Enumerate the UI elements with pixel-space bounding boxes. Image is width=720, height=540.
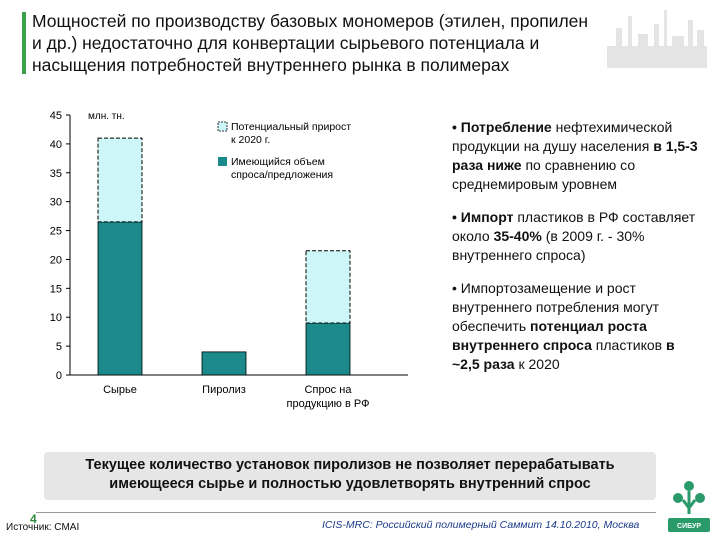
y-tick-label: 40: [49, 138, 62, 151]
logo-wordmark: СИБУР: [677, 523, 701, 530]
bar-existing: [202, 352, 246, 375]
sibur-logo-icon: [664, 478, 714, 536]
bullet-2-bold: 35-40%: [493, 228, 542, 244]
bullet-3-text-b: пластиков: [591, 337, 666, 353]
title-accent-bar: [22, 12, 26, 74]
y-tick-label: 0: [55, 370, 62, 382]
bullet-3-bold-end: в ~2,5 раза: [452, 337, 675, 372]
y-tick-label: 45: [49, 110, 62, 122]
bullet-1-text-a: нефтехимической продукции на душу населения: [452, 119, 673, 154]
conclusion-callout: [44, 452, 656, 500]
legend-label-growth: к 2020 г.: [231, 134, 271, 146]
y-tick-label: 35: [49, 167, 62, 180]
title-line-2: и др.) недостаточно для конвертации сырьевого потенциала и: [32, 33, 540, 53]
bullet-import: [452, 208, 702, 265]
title-line-1: Мощностей по производству базовых мономеров (этилен, пропилен: [32, 11, 589, 31]
y-tick-label: 25: [49, 225, 62, 238]
bullet-2-text-a: пластиков в РФ составляет около: [452, 209, 696, 244]
source-note: Источник: CMAI: [6, 522, 80, 533]
title-line-3: насыщения потребностей внутреннего рынка в полимерах: [32, 55, 510, 75]
bullet-1-intro: • Потребление: [452, 119, 552, 135]
bullet-3-text-c: к 2020: [514, 356, 560, 372]
legend-label-existing: спроса/предложения: [231, 169, 334, 181]
bullet-3-bold: потенциал роста внутреннего спроса: [452, 318, 647, 353]
x-category-label: Пиролиз: [202, 384, 246, 396]
y-tick-label: 30: [49, 196, 62, 209]
legend-label-growth: Потенциальный прирост: [231, 121, 352, 133]
x-category-label: Спрос на: [304, 384, 352, 396]
event-caption: ICIS-MRC: Российский полимерный Саммит 14.10.2010, Москва: [322, 519, 640, 531]
y-tick-label: 15: [49, 283, 62, 296]
x-category-label: Сырье: [103, 384, 137, 396]
page-number: 4: [30, 512, 37, 526]
bullet-2-intro: • Импорт: [452, 209, 514, 225]
bullet-1-bold: в 1,5-3 раза ниже: [452, 138, 698, 173]
page-title: [32, 10, 592, 76]
legend-swatch-existing: [218, 157, 227, 166]
bar-potential-growth: [98, 138, 142, 222]
bar-chart: [28, 100, 428, 430]
bullet-1-text-b: по сравнению со среднемировым уровнем: [452, 157, 636, 192]
unit-label: млн. тн.: [88, 111, 125, 122]
callout-line-1: Текущее количество установок пиролизов не позволяет перерабатывать: [85, 457, 615, 473]
bar-potential-growth: [306, 251, 350, 323]
legend-label-existing: Имеющийся объем: [231, 156, 325, 168]
bar-existing: [306, 323, 350, 375]
chart-canvas: [28, 100, 428, 430]
y-tick-label: 10: [49, 312, 62, 325]
bar-existing: [98, 222, 142, 375]
legend-swatch-growth: [218, 122, 227, 131]
bullet-list: [452, 118, 702, 388]
plant-silhouette-icon: [602, 6, 712, 76]
y-tick-label: 5: [55, 341, 62, 354]
x-category-label: продукцию в РФ: [286, 398, 370, 410]
footer-divider: [36, 512, 656, 513]
bullet-2-text-b: (в 2009 г. - 30% внутреннего спроса): [452, 228, 645, 263]
callout-line-2: имеющееся сырье и полностью удовлетворять внутренний спрос: [109, 476, 591, 492]
bullet-3-text-a: • Импортозамещение и рост внутреннего потребления могут обеспечить: [452, 280, 660, 334]
y-tick-label: 20: [49, 254, 62, 267]
bullet-import-substitution: [452, 279, 702, 374]
bullet-consumption: [452, 118, 702, 194]
